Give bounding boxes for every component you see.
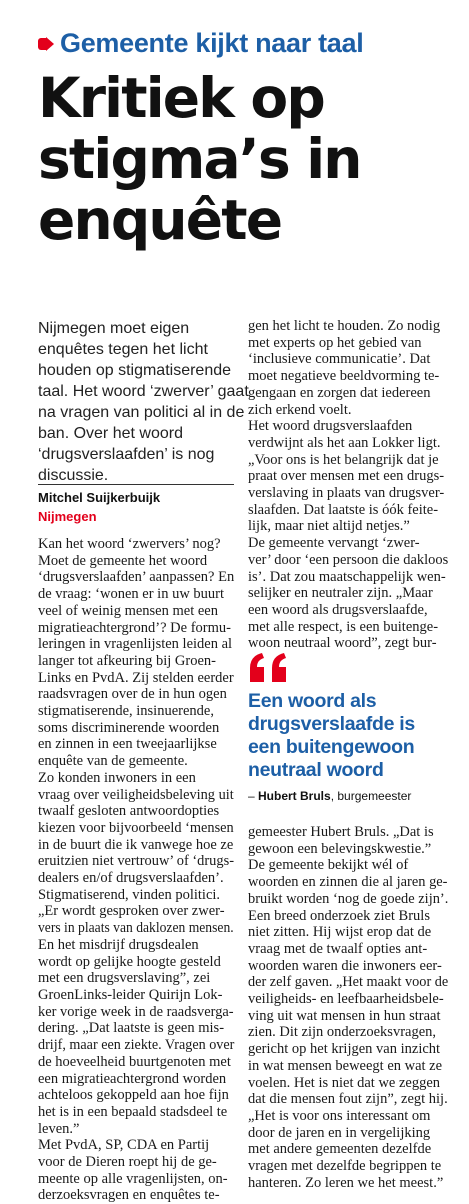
body-line: woorden waren die inwoners eer- [248, 957, 442, 974]
body-column-1 [38, 536, 234, 1204]
headline-line: stigma’s in [38, 127, 361, 191]
body-line: soms discriminerende woorden [38, 719, 220, 736]
body-line: dering. „Dat laatste is geen mis- [38, 1020, 225, 1037]
body-line: lijk, maar niet altijd netjes.” [248, 518, 410, 535]
body-line: ving uit wat mensen in hun straat [248, 1007, 441, 1024]
body-line: gemeester Hubert Bruls. „Dat is [248, 824, 434, 840]
byline-divider [38, 484, 234, 485]
body-line: in de buurt die ik vanwege hoe ze [38, 836, 234, 853]
body-line: vragen met dezelfde begrippen te [248, 1158, 442, 1175]
body-line: gewoon een belevingskwestie.” [248, 840, 432, 857]
body-line: bruikt worden ‘nog de goede zijn’. [248, 890, 449, 907]
kicker [38, 28, 363, 59]
intro-line: discussie. [38, 467, 109, 484]
body-line: zich erkend voelt. [248, 401, 352, 418]
body-line: woon neutraal woord”, zegt bur- [248, 635, 437, 652]
body-line: gengaan en zorgen dat iedereen [248, 384, 431, 401]
body-line: met alle respect, is een buitenge- [248, 618, 439, 635]
body-line: met experts op het gebied van [248, 334, 422, 351]
body-line: Een breed onderzoek ziet Bruls [248, 907, 430, 924]
body-line: woorden en zinnen die al jaren ge- [248, 874, 448, 891]
body-line: ver’ door ‘een persoon die dakloos [248, 551, 449, 568]
body-line: gen het licht te houden. Zo nodig [248, 318, 441, 334]
headline-line: enquête [38, 188, 282, 252]
headline [38, 68, 458, 251]
body-line: ker vorige week in de raadsverga- [38, 1003, 234, 1020]
body-line: Links en PvdA. Zij stelden eerder [38, 669, 234, 686]
body-line: eruitzien niet vertrouw’ of ‘drugs- [38, 853, 235, 870]
body-line: leringen in vragenlijsten leiden al [38, 636, 233, 653]
intro-line: taal. Het woord ‘zwerver’ gaat [38, 383, 249, 400]
body-line: vraag over veiligheidsbeleving uit [38, 786, 234, 803]
body-line: veiligheids- en leefbaarheidsbele- [248, 991, 444, 1008]
pull-quote-line: een buitengewoon [248, 736, 415, 758]
byline-place: Nijmegen [38, 509, 97, 524]
body-column-3 [248, 824, 448, 1191]
body-line: leven.” [38, 1120, 80, 1137]
body-line: GroenLinks-leider Quirijn Lok- [38, 986, 223, 1003]
body-line: migratieachtergrond’? De formu- [38, 619, 231, 636]
attribution-name: Hubert Bruls [258, 789, 331, 803]
body-line: hanteren. Zo leren we het meest.” [248, 1174, 444, 1191]
body-line: dealers en/of drugsverslaafden’. [38, 870, 224, 887]
intro-line: na vragen van politici al in de [38, 404, 245, 421]
body-line: Met PvdA, SP, CDA en Partij [38, 1137, 210, 1154]
body-line: stigmatiserende, insinuerende, [38, 703, 214, 720]
body-line: niet zitten. Hij wijst erop dat de [248, 924, 432, 941]
body-line: dat die mensen fout zijn”, zegt hij. [248, 1091, 448, 1108]
body-line: drijf, maar een ziekte. Vragen over [38, 1037, 235, 1054]
body-line: wordt op gelijke hoogte gesteld [38, 953, 221, 970]
body-line: enquête van de gemeente. [38, 753, 188, 770]
body-line: door de jaren en in vergelijking [248, 1124, 431, 1141]
body-line: het is in een bepaald stadsdeel te [38, 1103, 228, 1120]
body-line: „Het is voor ons interessant om [248, 1107, 431, 1124]
body-line: der zelf gaven. „Het maakt voor de [248, 974, 449, 991]
body-line: moet negatieve beeldvorming te- [248, 368, 440, 385]
pull-quote-line: drugsverslaafde is [248, 713, 415, 735]
body-line: langer tot afkeuring bij Groen- [38, 652, 216, 669]
body-line: verdwijnt als het aan Lokker ligt. [248, 434, 441, 451]
body-line: En het misdrijf drugsdealen [38, 936, 199, 953]
body-line: verslaving in plaats van drugsver- [248, 485, 445, 502]
body-line: slaafden. Dat laatste is óók feite- [248, 501, 439, 518]
intro-line: ban. Over het woord [38, 425, 183, 442]
body-line: „Voor ons is het belangrijk dat je [248, 451, 439, 468]
byline-author: Mitchel Suijkerbuijk [38, 490, 161, 505]
body-line: in wat mensen beweegt en wat ze [248, 1057, 443, 1074]
body-line: met andere gemeenten dezelfde [248, 1141, 432, 1158]
attribution-dash: – [248, 789, 259, 803]
body-line: de hoeveelheid buurtgenoten met [38, 1053, 231, 1070]
body-line: „Er wordt gesproken over zwer- [38, 903, 225, 920]
body-line: derzoeksvragen en enquêtes te- [38, 1187, 220, 1204]
body-line: met een drugsverslaving”, zei [38, 970, 211, 987]
body-line: Kan het woord ‘zwervers’ nog? [38, 536, 221, 552]
body-line: meente op alle vragenlijsten, on- [38, 1170, 228, 1187]
intro-paragraph [38, 318, 249, 486]
body-line: praat over mensen met een drugs- [248, 468, 445, 485]
body-line: een migratieachtergrond worden [38, 1070, 227, 1087]
body-line: en zinnen in een tweejaarlijkse [38, 736, 217, 753]
body-line: is’. Dat zou maatschappelijk wen- [248, 568, 446, 585]
intro-line: enquêtes tegen het licht [38, 341, 208, 358]
attribution-role: , burgemeester [330, 789, 412, 803]
body-line: voelen. Het is niet dat we zeggen [248, 1074, 441, 1091]
body-line: De gemeente bekijkt wél of [248, 857, 409, 874]
body-line: Het woord drugsverslaafden [248, 418, 413, 435]
body-line: veel of weinig mensen met een [38, 602, 218, 619]
intro-line: Nijmegen moet eigen [38, 320, 190, 337]
body-line: voor de Dieren roept hij de ge- [38, 1154, 217, 1171]
body-line: de vraag: ‘wonen er in uw buurt [38, 586, 225, 603]
body-line: een woord als drugsverslaafde, [248, 601, 428, 618]
body-line: twaalf gesloten antwoordopties [38, 803, 220, 820]
intro-line: ‘drugsverslaafden’ is nog [38, 446, 215, 463]
body-line: Zo konden inwoners in een [38, 769, 196, 786]
body-column-2 [248, 318, 448, 652]
pull-quote-line: neutraal woord [248, 759, 384, 781]
quote-mark-icon [248, 652, 292, 684]
body-line: De gemeente vervangt ‘zwer- [248, 535, 420, 552]
body-line: vraag met de twaalf opties ant- [248, 940, 428, 957]
pull-quote-line: Een woord als [248, 690, 377, 712]
pull-quote [248, 690, 415, 782]
body-line: achteloos gekoppeld aan hoe fijn [38, 1087, 229, 1104]
body-line: selijker en neutraler zijn. „Maar [248, 585, 433, 602]
body-line: vers in plaats van daklozen mensen. [38, 920, 234, 937]
headline-line: Kritiek op [38, 66, 324, 130]
kicker-text: Gemeente kijkt naar taal [60, 28, 364, 58]
intro-line: houden op stigmatiserende [38, 362, 232, 379]
body-line: raadsvragen over de in hun ogen [38, 686, 227, 703]
body-line: gericht op het krijgen van inzicht [248, 1041, 441, 1058]
arrow-marker-icon [38, 36, 54, 52]
pull-quote-attribution [248, 789, 411, 803]
body-line: Moet de gemeente het woord [38, 552, 208, 569]
body-line: ‘drugsverslaafden’ aanpassen? En [38, 569, 235, 586]
body-line: kiezen voor bijvoorbeeld ‘mensen [38, 819, 234, 836]
body-line: Stigmatiserend, vinden politici. [38, 886, 221, 903]
body-line: ‘inclusieve communicatie’. Dat [248, 351, 431, 368]
body-line: zien. Dit zijn onderzoeksvragen, [248, 1024, 437, 1041]
